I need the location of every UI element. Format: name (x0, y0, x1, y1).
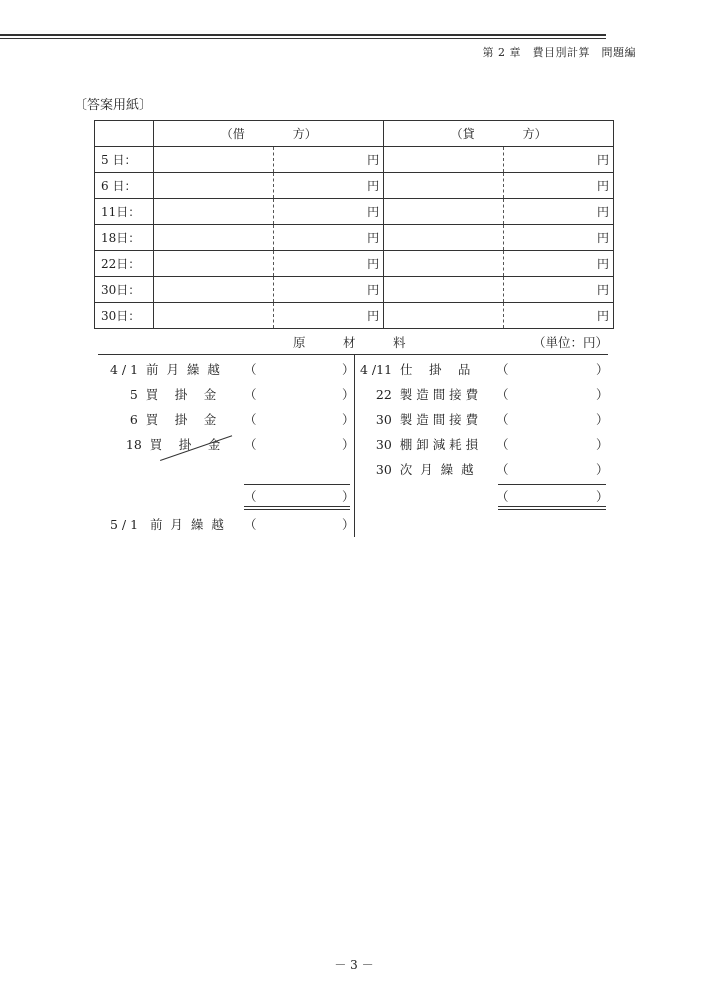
ledger-right-label: 22 製 造 間 接 費 (360, 387, 479, 402)
ledger-right-open: （ (496, 462, 509, 477)
ledger-right-double-rule (498, 509, 606, 510)
journal-row (95, 225, 614, 251)
running-header: 第 2 章 費目別計算 問題編 (482, 46, 636, 59)
ledger-next-period-label: 5 / 1 前 月 繰 越 (110, 517, 224, 532)
debit-account-cell[interactable] (154, 147, 274, 173)
header-blank-cell (95, 121, 154, 147)
credit-account-cell[interactable] (384, 251, 504, 277)
ledger-left-close: ） (342, 387, 355, 402)
ledger-left-close: ） (342, 437, 355, 452)
ledger-right-label: 30 製 造 間 接 費 (360, 412, 479, 427)
ledger-right-label: 30 棚 卸 減 耗 損 (360, 437, 479, 452)
ledger-left-close: ） (342, 362, 355, 377)
credit-amount-cell[interactable]: 円 (503, 277, 613, 303)
journal-date: 6 日： (95, 173, 154, 199)
journal-table (94, 120, 614, 329)
credit-account-cell[interactable] (384, 277, 504, 303)
ledger-unit: （単位：円） (532, 335, 608, 350)
journal-row (95, 303, 614, 329)
ledger-left-open: （ (244, 517, 257, 532)
ledger-left-label: 18 買 掛 金 (110, 437, 221, 452)
ledger-left-open: （ (244, 437, 257, 452)
ledger-right-total-rule (498, 484, 606, 485)
ledger-right-close: ） (596, 412, 609, 427)
ledger-left-total-rule (244, 484, 350, 485)
credit-account-cell[interactable] (384, 225, 504, 251)
header-rule (0, 34, 606, 36)
credit-account-cell[interactable] (384, 303, 504, 329)
journal-date: 11日： (95, 199, 154, 225)
ledger-right-double-rule (498, 506, 606, 507)
raw-materials-ledger (98, 333, 608, 543)
debit-account-cell[interactable] (154, 251, 274, 277)
ledger-left-double-rule (244, 506, 350, 507)
credit-amount-cell[interactable]: 円 (503, 303, 613, 329)
ledger-right-close: ） (596, 437, 609, 452)
page-number: － 3 － (334, 958, 374, 972)
journal-row (95, 173, 614, 199)
ledger-right-label: 30 次 月 繰 越 (360, 462, 474, 477)
credit-account-cell[interactable] (384, 173, 504, 199)
journal-row (95, 147, 614, 173)
credit-amount-cell[interactable]: 円 (503, 173, 613, 199)
ledger-right-open: （ (496, 362, 509, 377)
journal-row (95, 277, 614, 303)
credit-amount-cell[interactable]: 円 (503, 147, 613, 173)
journal-row (95, 199, 614, 225)
credit-amount-cell[interactable]: 円 (503, 199, 613, 225)
debit-amount-cell[interactable]: 円 (273, 199, 383, 225)
ledger-left-total-open: （ (244, 489, 257, 504)
ledger-left-label: 4 / 1 前 月 繰 越 (110, 362, 220, 377)
credit-account-cell[interactable] (384, 199, 504, 225)
credit-amount-cell[interactable]: 円 (503, 251, 613, 277)
ledger-right-total-close: ） (596, 489, 609, 504)
ledger-left-label: 6 買 掛 金 (110, 412, 217, 427)
ledger-top-rule (98, 354, 608, 355)
section-title: 〔答案用紙〕 (74, 98, 153, 113)
ledger-left-open: （ (244, 362, 257, 377)
ledger-left-double-rule (244, 509, 350, 510)
ledger-left-label: 5 買 掛 金 (110, 387, 217, 402)
ledger-left-open: （ (244, 412, 257, 427)
debit-account-cell[interactable] (154, 303, 274, 329)
ledger-right-open: （ (496, 412, 509, 427)
debit-account-cell[interactable] (154, 277, 274, 303)
ledger-right-close: ） (596, 362, 609, 377)
ledger-right-open: （ (496, 387, 509, 402)
ledger-right-close: ） (596, 387, 609, 402)
debit-amount-cell[interactable]: 円 (273, 147, 383, 173)
header-rule-thin (0, 38, 606, 39)
credit-amount-cell[interactable]: 円 (503, 225, 613, 251)
debit-account-cell[interactable] (154, 225, 274, 251)
ledger-title: 原 材 料 (293, 335, 406, 350)
ledger-left-close: ） (342, 412, 355, 427)
journal-date: 18日： (95, 225, 154, 251)
ledger-right-label: 4 /11 仕 掛 品 (360, 362, 471, 377)
debit-account-cell[interactable] (154, 199, 274, 225)
journal-date: 22日： (95, 251, 154, 277)
journal-date: 30日： (95, 303, 154, 329)
credit-header: （貸 方） (384, 121, 614, 147)
journal-date: 5 日： (95, 147, 154, 173)
debit-amount-cell[interactable]: 円 (273, 225, 383, 251)
ledger-left-total-close: ） (342, 489, 355, 504)
debit-amount-cell[interactable]: 円 (273, 173, 383, 199)
ledger-left-open: （ (244, 387, 257, 402)
ledger-right-total-open: （ (496, 489, 509, 504)
debit-account-cell[interactable] (154, 173, 274, 199)
ledger-left-close: ） (342, 517, 355, 532)
debit-amount-cell[interactable]: 円 (273, 277, 383, 303)
debit-amount-cell[interactable]: 円 (273, 303, 383, 329)
ledger-right-open: （ (496, 437, 509, 452)
ledger-right-close: ） (596, 462, 609, 477)
credit-account-cell[interactable] (384, 147, 504, 173)
journal-date: 30日： (95, 277, 154, 303)
debit-amount-cell[interactable]: 円 (273, 251, 383, 277)
journal-header-row (95, 121, 614, 147)
journal-row (95, 251, 614, 277)
debit-header: （借 方） (154, 121, 384, 147)
